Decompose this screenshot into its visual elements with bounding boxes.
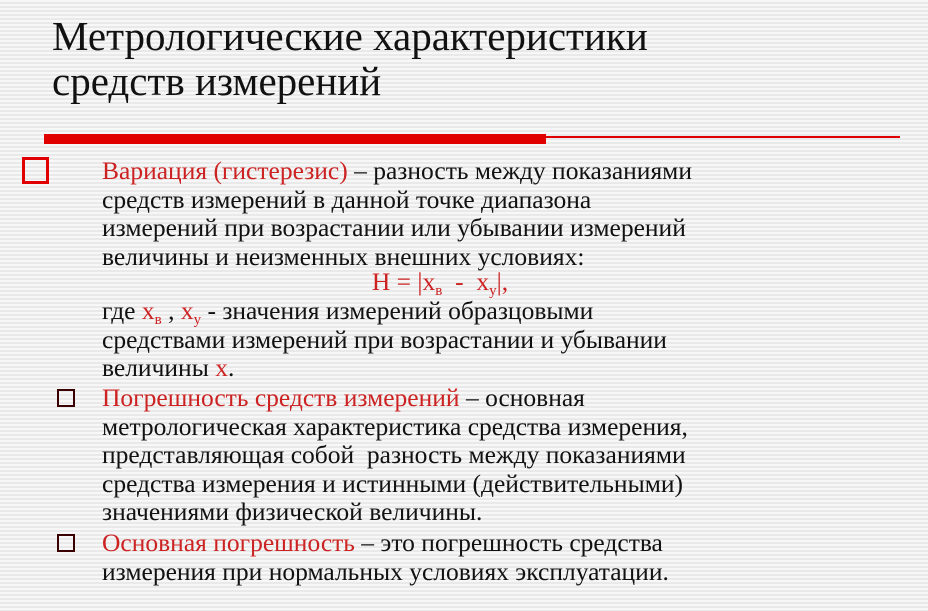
square-outline-icon <box>22 157 49 184</box>
error-line-1-text: – основная <box>459 383 585 412</box>
error-line-1 <box>102 384 902 413</box>
variation-line-3: измерений при возрастании или убывании измерений <box>102 213 686 243</box>
where-x1-var: x <box>141 296 155 325</box>
definition-measurement-error <box>102 384 902 527</box>
where-x2-sub: у <box>193 312 202 328</box>
basic-error-line-1-text: – это погрешность средства <box>354 528 663 557</box>
basic-error-line-1 <box>102 529 902 558</box>
variation-where <box>102 297 902 383</box>
formula-sub-y: у <box>489 283 497 299</box>
formula-lhs: H = |x <box>371 267 436 296</box>
title-line-1: Метрологические характеристики <box>52 13 648 59</box>
formula-rhs: |, <box>496 267 509 296</box>
error-line-5: значениями физической величины. <box>102 497 483 527</box>
variation-line-6: средствами измерений при возрастании и убывании <box>102 324 667 354</box>
where-x2 <box>180 296 202 328</box>
error-line-3: представляющая собой разность между показаниями <box>102 440 686 470</box>
variation-formula <box>0 267 880 299</box>
where-x1 <box>141 296 162 328</box>
variation-line-7 <box>102 354 902 383</box>
term-basic-error: Основная погрешность <box>102 528 355 557</box>
term-variation: Вариация (гистерезис) <box>102 156 348 185</box>
variation-line-4: величины и неизменных внешних условиях: <box>102 241 585 271</box>
line7-suffix: . <box>227 353 235 383</box>
term-measurement-error: Погрешность средств измерений <box>102 383 460 412</box>
variation-line-2: средств измерений в данной точке диапазона <box>102 184 592 214</box>
error-line-4: средства измерения и истинными (действительными) <box>102 468 683 498</box>
title-line-2: средств измерений <box>52 58 382 104</box>
line7-prefix: величины <box>102 353 216 383</box>
basic-error-line-2: измерения при нормальных условиях эксплуатации. <box>102 556 669 586</box>
square-outline-icon <box>57 389 75 407</box>
where-line <box>102 297 902 326</box>
where-prefix: где <box>102 296 142 325</box>
where-x2-var: x <box>180 296 194 325</box>
slide-title <box>52 14 912 104</box>
variation-line-1 <box>102 157 902 186</box>
title-underline-thick <box>44 134 546 144</box>
where-sep: , <box>161 296 181 325</box>
where-rest: - значения измерений образцовыми <box>201 296 594 325</box>
square-outline-icon <box>57 534 75 552</box>
line7-var: x <box>215 353 228 383</box>
error-line-2: метрологическая характеристика средства измерения, <box>102 411 688 441</box>
definition-basic-error <box>102 529 902 586</box>
variation-line-1-text: – разность между показаниями <box>347 156 692 185</box>
where-x1-sub: в <box>154 312 162 328</box>
title-underline-thin <box>546 136 900 138</box>
formula-sub-b: в <box>435 283 443 299</box>
definition-variation <box>102 157 902 271</box>
formula-mid: - x <box>442 267 490 296</box>
